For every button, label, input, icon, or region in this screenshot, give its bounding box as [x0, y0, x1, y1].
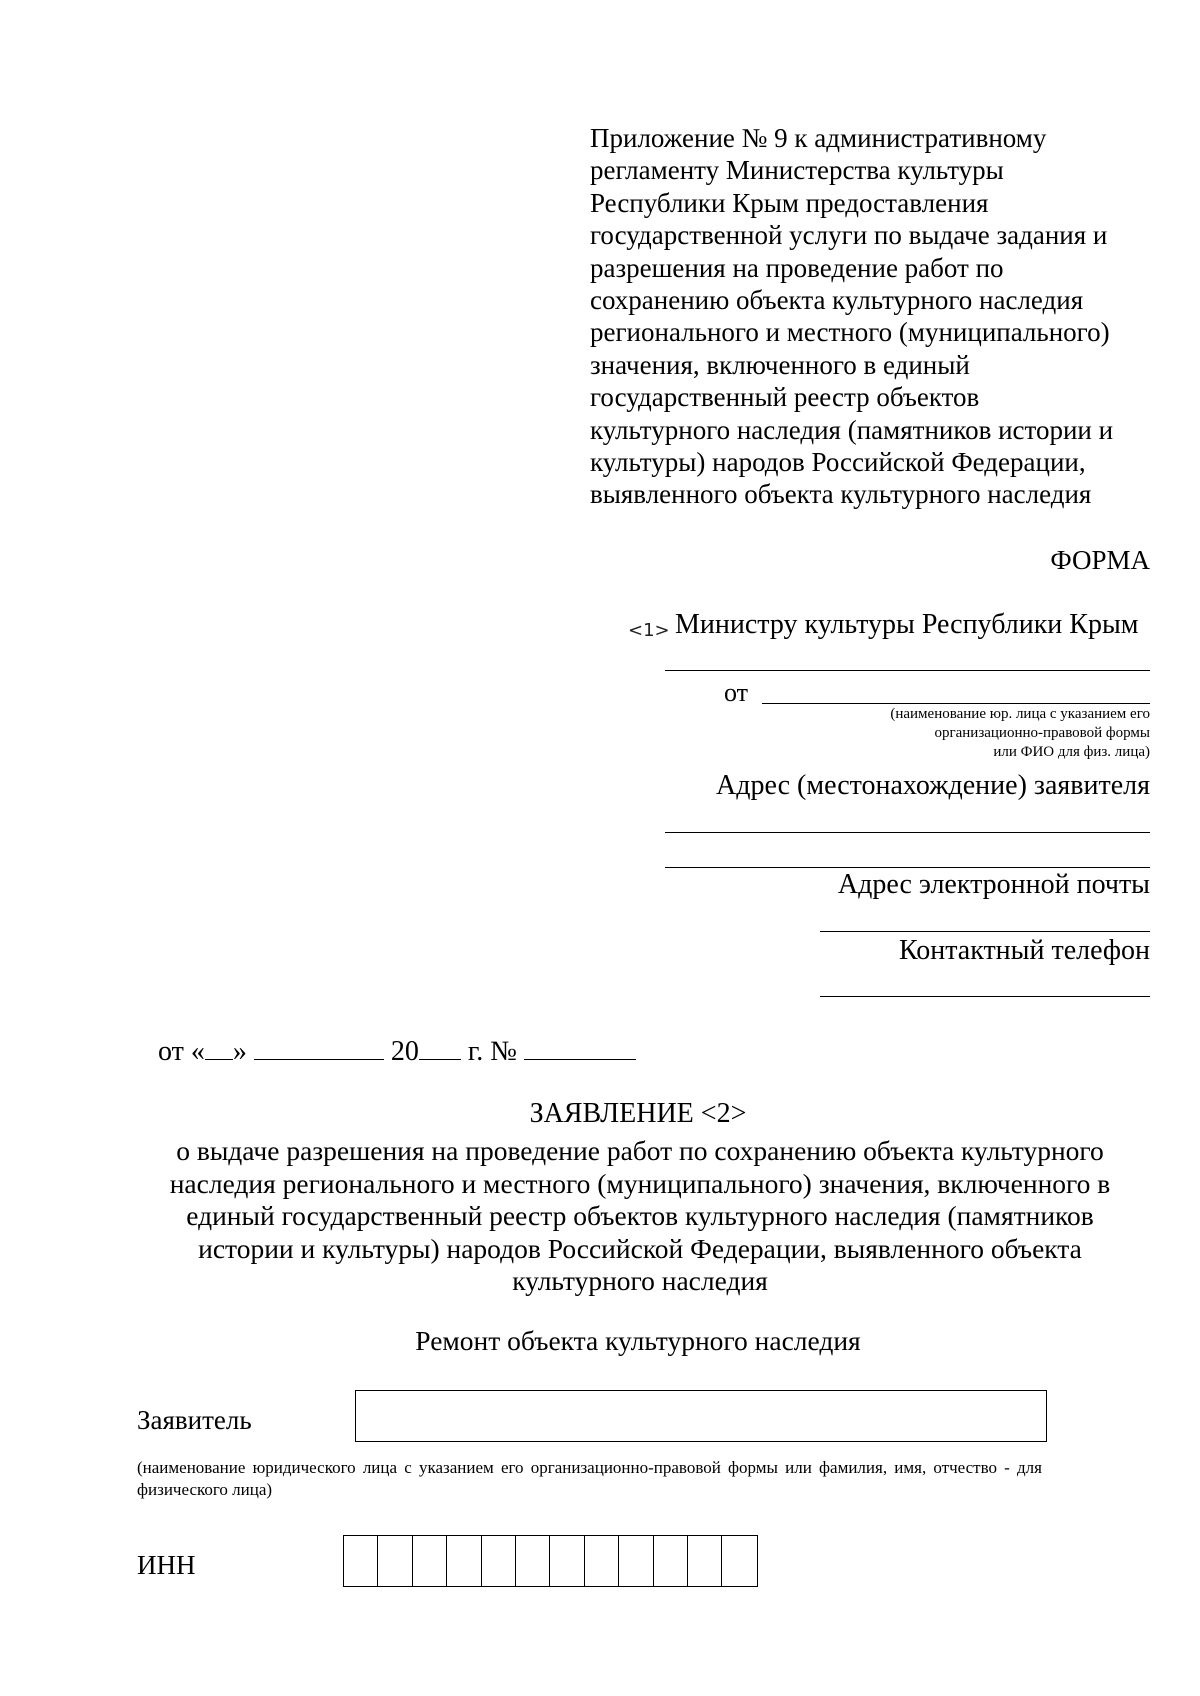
- form-label: ФОРМА: [1050, 545, 1150, 575]
- appendix-line: культуры) народов Российской Федерации,: [590, 447, 1086, 478]
- month-field[interactable]: [254, 1039, 384, 1060]
- from-input-line[interactable]: [762, 703, 1150, 704]
- appendix-line: регламенту Министерства культуры: [590, 155, 1004, 186]
- inn-input-grid: [343, 1535, 758, 1587]
- inn-digit-cell[interactable]: [654, 1536, 688, 1586]
- appendix-note: [590, 122, 1170, 511]
- applicant-input[interactable]: [355, 1390, 1047, 1442]
- date-prefix: от «: [158, 1036, 205, 1067]
- from-hint-line: или ФИО для физ. лица): [993, 744, 1150, 760]
- inn-digit-cell[interactable]: [344, 1536, 378, 1586]
- addressee-line[interactable]: [665, 670, 1150, 671]
- addressee-minister: Министру культуры Республики Крым: [675, 609, 1139, 640]
- inn-digit-cell[interactable]: [550, 1536, 584, 1586]
- address-label: Адрес (местонахождение) заявителя: [716, 770, 1150, 801]
- date-number-line: [158, 1036, 636, 1068]
- from-hint-line: (наименование юр. лица с указанием его: [890, 706, 1150, 722]
- appendix-line: значения, включенного в единый: [590, 349, 970, 380]
- address-line-2[interactable]: [665, 867, 1150, 868]
- year-field[interactable]: [419, 1039, 461, 1060]
- appendix-line: Приложение № 9 к административному: [590, 123, 1047, 153]
- phone-line[interactable]: [820, 996, 1150, 997]
- subtitle-line: единый государственный реестр объектов культурного наследия (памятников: [186, 1200, 1094, 1231]
- inn-digit-cell[interactable]: [722, 1536, 756, 1586]
- from-label: от: [724, 678, 749, 707]
- subtitle-line: наследия регионального и местного (муниципального) значения, включенного в: [169, 1167, 1111, 1199]
- inn-digit-cell[interactable]: [688, 1536, 722, 1586]
- inn-digit-cell[interactable]: [447, 1536, 481, 1586]
- statement-title: ЗАЯВЛЕНИЕ <2>: [529, 1098, 747, 1129]
- appendix-line: разрешения на проведение работ по: [590, 252, 1004, 283]
- number-field[interactable]: [524, 1039, 636, 1060]
- appendix-line: сохранению объекта культурного наследия: [590, 285, 1084, 316]
- inn-digit-cell[interactable]: [585, 1536, 619, 1586]
- appendix-line: выявленного объекта культурного наследия: [590, 479, 1092, 510]
- inn-digit-cell[interactable]: [516, 1536, 550, 1586]
- email-label: Адрес электронной почты: [837, 869, 1150, 900]
- day-field[interactable]: [205, 1039, 233, 1060]
- appendix-line: Республики Крым предоставления: [590, 187, 989, 218]
- address-line-1[interactable]: [665, 832, 1150, 833]
- from-hint: [770, 705, 1150, 762]
- subtitle-line: культурного наследия: [512, 1265, 768, 1296]
- appendix-line: государственной услуги по выдаче задания и: [590, 220, 1108, 251]
- footnote-ref-1: <1>: [628, 620, 670, 641]
- inn-label: ИНН: [137, 1550, 196, 1580]
- subtitle-line: истории и культуры) народов Российской Федерации, выявленного объекта: [198, 1232, 1082, 1264]
- appendix-line: регионального и местного (муниципального): [590, 317, 1110, 348]
- email-line[interactable]: [820, 931, 1150, 932]
- statement-subtitle: [140, 1135, 1140, 1298]
- inn-digit-cell[interactable]: [378, 1536, 412, 1586]
- inn-digit-cell[interactable]: [413, 1536, 447, 1586]
- number-prefix: г. №: [467, 1036, 517, 1067]
- inn-digit-cell[interactable]: [619, 1536, 653, 1586]
- inn-digit-cell[interactable]: [482, 1536, 516, 1586]
- subtitle-line: о выдаче разрешения на проведение работ по сохранению объекта культурного: [176, 1135, 1104, 1166]
- applicant-label: Заявитель: [137, 1405, 252, 1435]
- appendix-line: государственный реестр объектов: [590, 382, 980, 413]
- phone-label: Контактный телефон: [898, 935, 1150, 966]
- applicant-hint: (наименование юридического лица с указанием его организационно-правовой формы или фамилия, имя, отчество - для физического лица): [137, 1458, 1042, 1499]
- appendix-line: культурного наследия (памятников истории и: [590, 414, 1114, 445]
- from-hint-line: организационно-правовой формы: [934, 725, 1150, 741]
- date-close-quote: »: [232, 1036, 247, 1067]
- year-prefix: 20: [390, 1036, 419, 1067]
- work-type: Ремонт объекта культурного наследия: [415, 1325, 861, 1356]
